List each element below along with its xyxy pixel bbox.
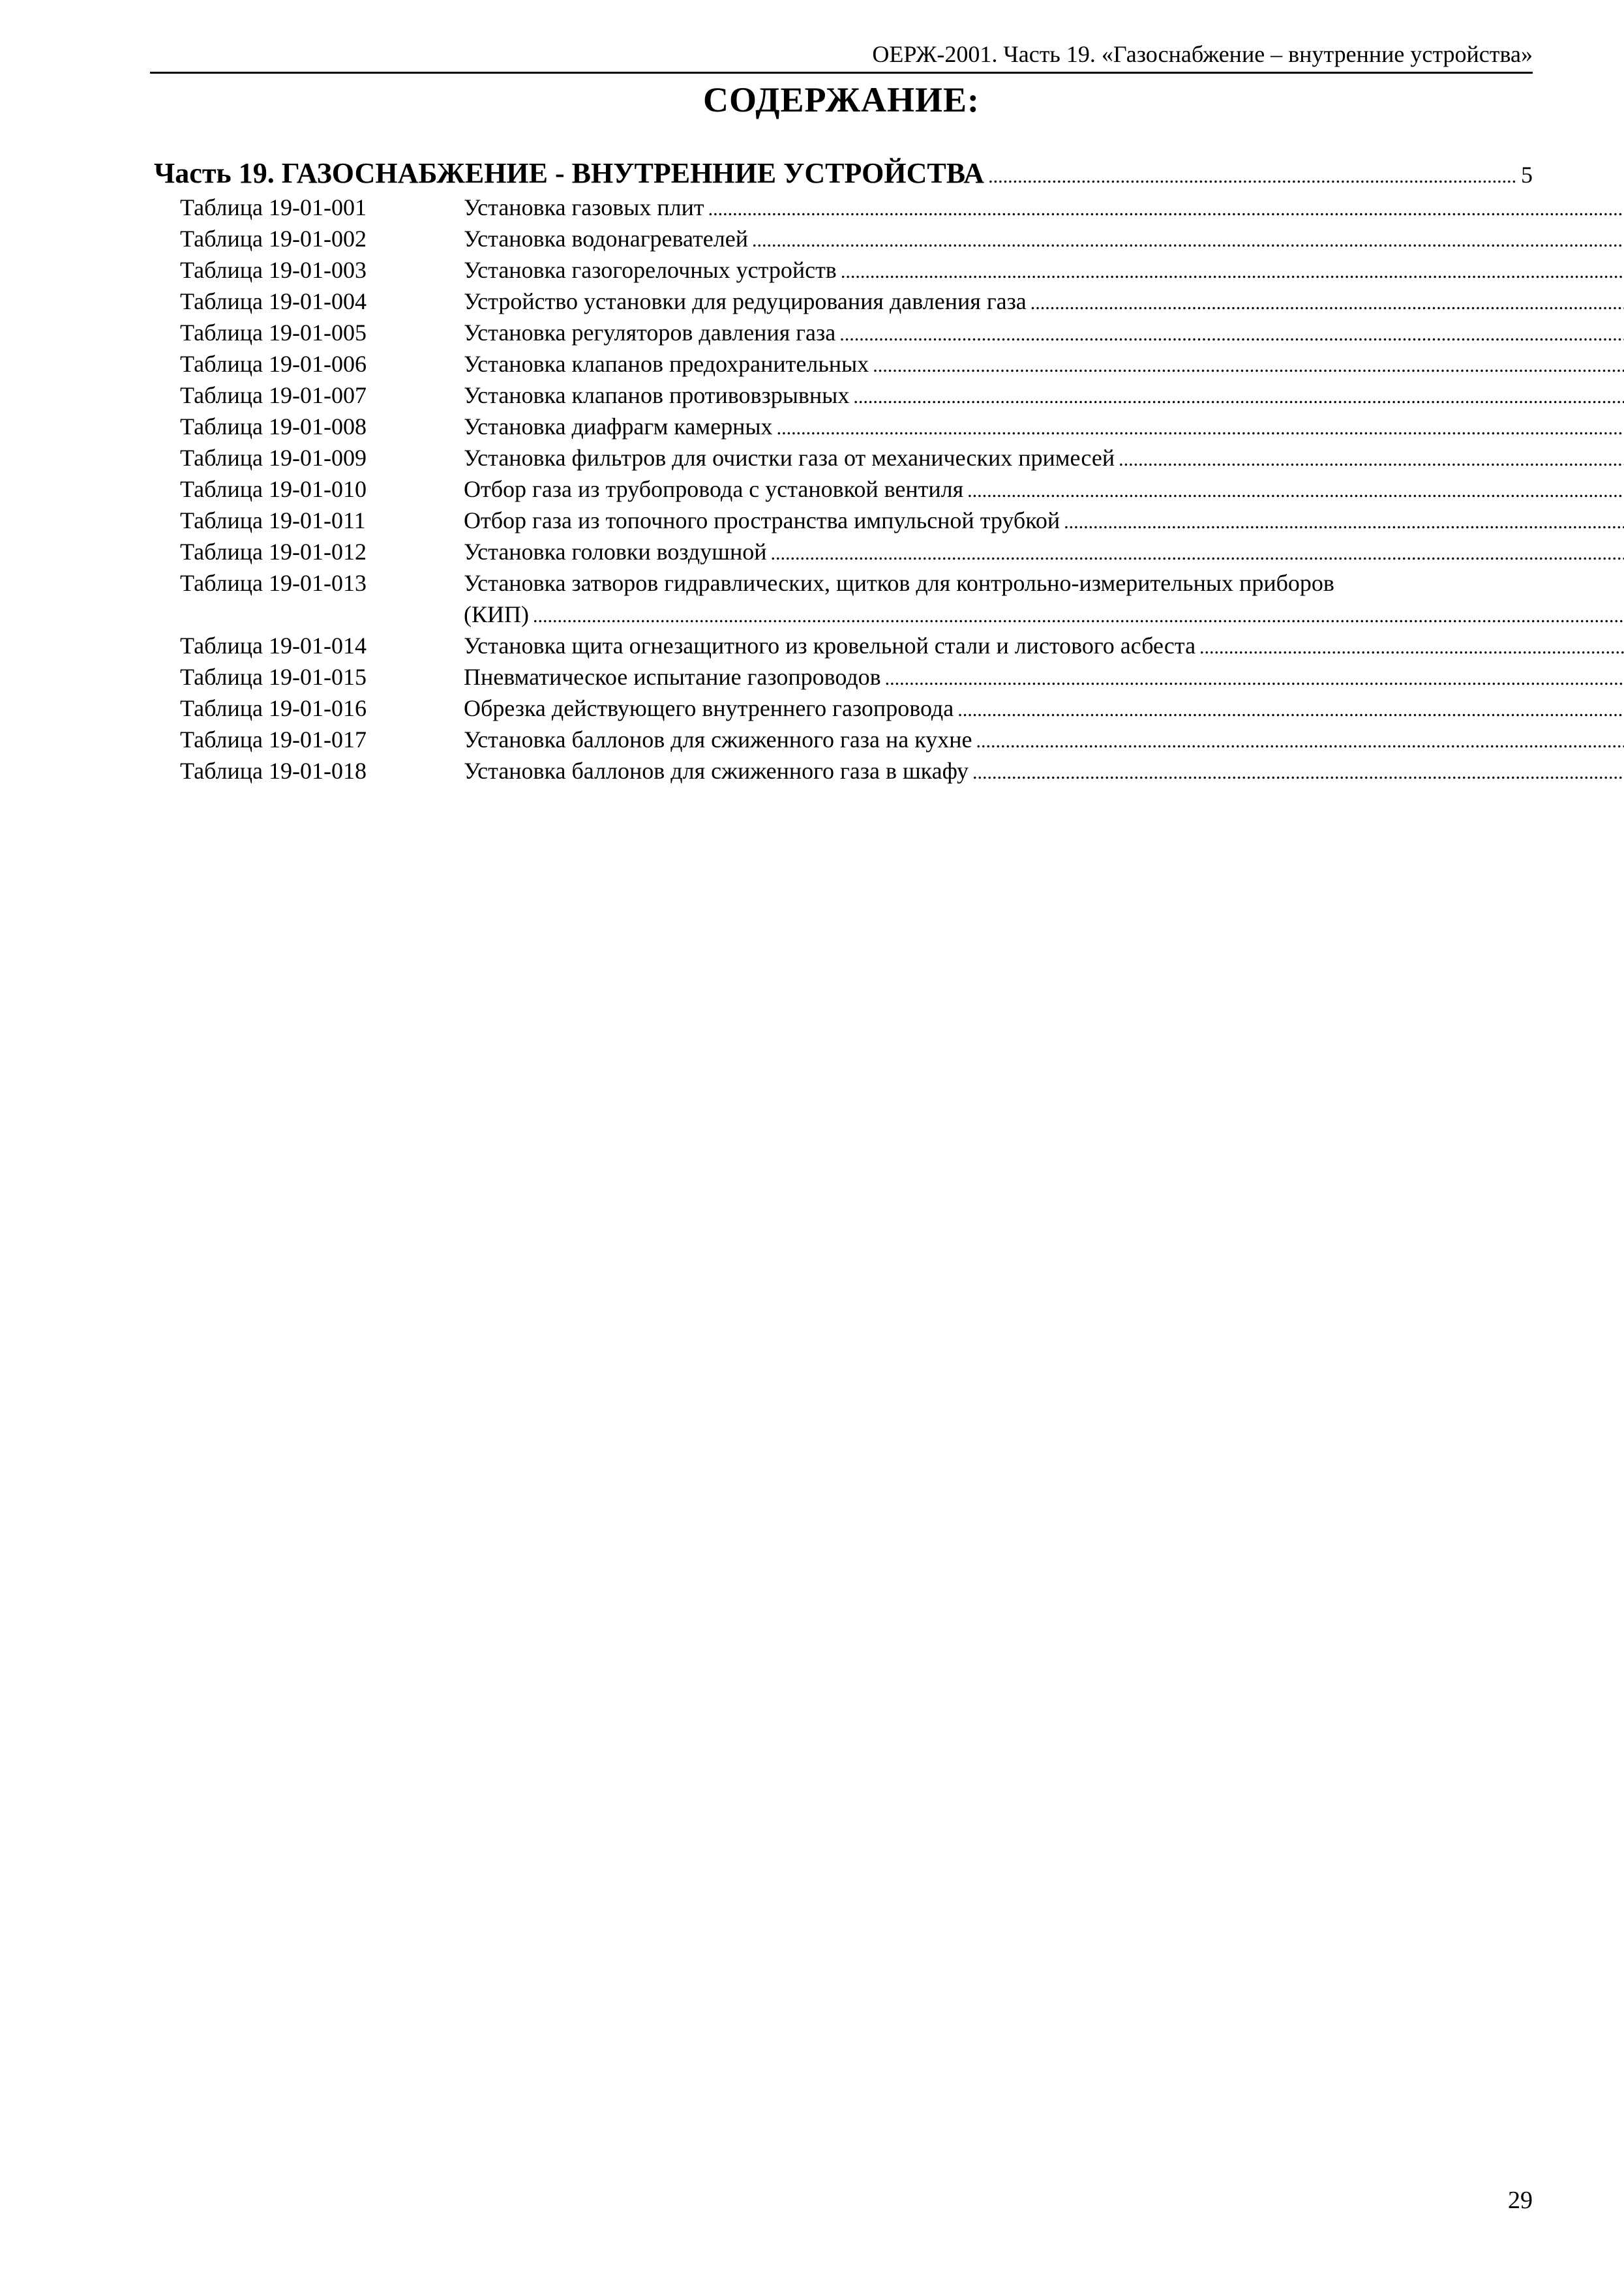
dot-leader bbox=[533, 601, 1624, 632]
page-number: 29 bbox=[1508, 2187, 1533, 2214]
toc-entry[interactable] bbox=[154, 380, 1533, 411]
dot-leader bbox=[708, 194, 1624, 225]
running-header-text: ОЕРЖ-2001. Часть 19. «Газоснабжение – внутренние устройства» bbox=[872, 41, 1533, 67]
dot-leader bbox=[841, 256, 1624, 288]
dot-leader bbox=[976, 726, 1624, 757]
toc-entry-title: Установка газогорелочных устройств bbox=[464, 257, 837, 283]
toc-entry-number: Таблица 19-01-009 bbox=[180, 445, 367, 471]
toc-entry-title: Установка баллонов для сжиженного газа в шкафу bbox=[464, 758, 969, 784]
toc-title: СОДЕРЖАНИЕ: bbox=[703, 80, 980, 119]
toc-entry-title: Установка регуляторов давления газа bbox=[464, 320, 836, 346]
toc-entry-number: Таблица 19-01-013 bbox=[180, 570, 367, 596]
toc-entry-number: Таблица 19-01-007 bbox=[180, 382, 367, 408]
toc-entry[interactable] bbox=[154, 661, 1533, 693]
toc-entry[interactable] bbox=[154, 567, 1533, 630]
toc-entry-number: Таблица 19-01-014 bbox=[180, 633, 367, 659]
dot-leader bbox=[752, 225, 1624, 256]
toc-entry-title: Установка затворов гидравлических, щитков для контрольно-измерительных приборов bbox=[464, 570, 1334, 596]
toc-entry[interactable] bbox=[154, 254, 1533, 286]
dot-leader bbox=[1199, 632, 1624, 663]
toc-entry-title: Установка водонагревателей bbox=[464, 226, 748, 252]
toc-entry-title: Установка щита огнезащитного из кровельной стали и листового асбеста bbox=[464, 633, 1196, 659]
toc-entry-title-continuation: (КИП) bbox=[464, 601, 529, 627]
toc-entry-title: Установка клапанов предохранительных bbox=[464, 351, 869, 377]
toc-part-row[interactable] bbox=[154, 155, 1533, 192]
toc-entry-number: Таблица 19-01-003 bbox=[180, 257, 367, 283]
toc-entry-number: Таблица 19-01-001 bbox=[180, 194, 367, 220]
toc-entry-number: Таблица 19-01-006 bbox=[180, 351, 367, 377]
toc-entry-title: Устройство установки для редуцирования давления газа bbox=[464, 288, 1027, 314]
toc-entry-number: Таблица 19-01-016 bbox=[180, 695, 367, 721]
dot-leader bbox=[967, 475, 1624, 507]
toc-part-page: 5 bbox=[1521, 162, 1533, 188]
toc-entry[interactable] bbox=[154, 693, 1533, 724]
dot-leader bbox=[853, 382, 1624, 413]
toc-entry-number: Таблица 19-01-012 bbox=[180, 539, 367, 565]
toc-entry-number: Таблица 19-01-002 bbox=[180, 226, 367, 252]
toc-entry[interactable] bbox=[154, 442, 1533, 473]
dot-leader bbox=[770, 538, 1624, 569]
toc-entry[interactable] bbox=[154, 192, 1533, 223]
dot-leader bbox=[777, 413, 1624, 444]
toc-entry-title: Установка газовых плит bbox=[464, 194, 704, 220]
toc-entry-title: Установка диафрагм камерных bbox=[464, 413, 773, 440]
toc-entry[interactable] bbox=[154, 536, 1533, 567]
dot-leader bbox=[885, 663, 1624, 695]
dot-leader bbox=[957, 695, 1624, 726]
toc-entry-number: Таблица 19-01-018 bbox=[180, 758, 367, 784]
toc-entry[interactable] bbox=[154, 755, 1533, 786]
dot-leader bbox=[1030, 288, 1624, 319]
toc-entry[interactable] bbox=[154, 317, 1533, 348]
dot-leader bbox=[972, 757, 1624, 788]
table-of-contents bbox=[154, 155, 1533, 786]
dot-leader bbox=[873, 350, 1624, 382]
toc-entry-title: Установка фильтров для очистки газа от механических примесей bbox=[464, 445, 1115, 471]
toc-entry[interactable] bbox=[154, 630, 1533, 661]
dot-leader bbox=[839, 319, 1624, 350]
toc-entry-number: Таблица 19-01-010 bbox=[180, 476, 367, 502]
dot-leader bbox=[1064, 507, 1624, 538]
toc-entry-title: Отбор газа из трубопровода с установкой вентиля bbox=[464, 476, 964, 502]
toc-entry-number: Таблица 19-01-005 bbox=[180, 320, 367, 346]
toc-entry-number: Таблица 19-01-004 bbox=[180, 288, 367, 314]
toc-entry-title: Отбор газа из топочного пространства импульсной трубкой bbox=[464, 507, 1060, 533]
toc-entry[interactable] bbox=[154, 724, 1533, 755]
toc-entry-number: Таблица 19-01-017 bbox=[180, 726, 367, 753]
dot-leader bbox=[1119, 444, 1624, 475]
toc-entry-title: Пневматическое испытание газопроводов bbox=[464, 664, 881, 690]
toc-entry-title: Установка баллонов для сжиженного газа на кухне bbox=[464, 726, 972, 753]
toc-entry[interactable] bbox=[154, 223, 1533, 254]
toc-part-title: Часть 19. ГАЗОСНАБЖЕНИЕ - ВНУТРЕННИЕ УСТРОЙСТВА bbox=[154, 157, 985, 189]
toc-entry[interactable] bbox=[154, 286, 1533, 317]
toc-entry-title: Установка клапанов противовзрывных bbox=[464, 382, 850, 408]
toc-entries bbox=[154, 192, 1533, 786]
toc-entry[interactable] bbox=[154, 473, 1533, 505]
toc-entry[interactable] bbox=[154, 505, 1533, 536]
toc-entry-number: Таблица 19-01-015 bbox=[180, 664, 367, 690]
dot-leader bbox=[988, 158, 1517, 195]
toc-entry[interactable] bbox=[154, 411, 1533, 442]
toc-entry-title: Обрезка действующего внутреннего газопровода bbox=[464, 695, 954, 721]
toc-entry-number: Таблица 19-01-011 bbox=[180, 507, 366, 533]
running-header bbox=[150, 39, 1533, 74]
toc-entry-title: Установка головки воздушной bbox=[464, 539, 767, 565]
toc-entry-number: Таблица 19-01-008 bbox=[180, 413, 367, 440]
toc-entry[interactable] bbox=[154, 348, 1533, 380]
